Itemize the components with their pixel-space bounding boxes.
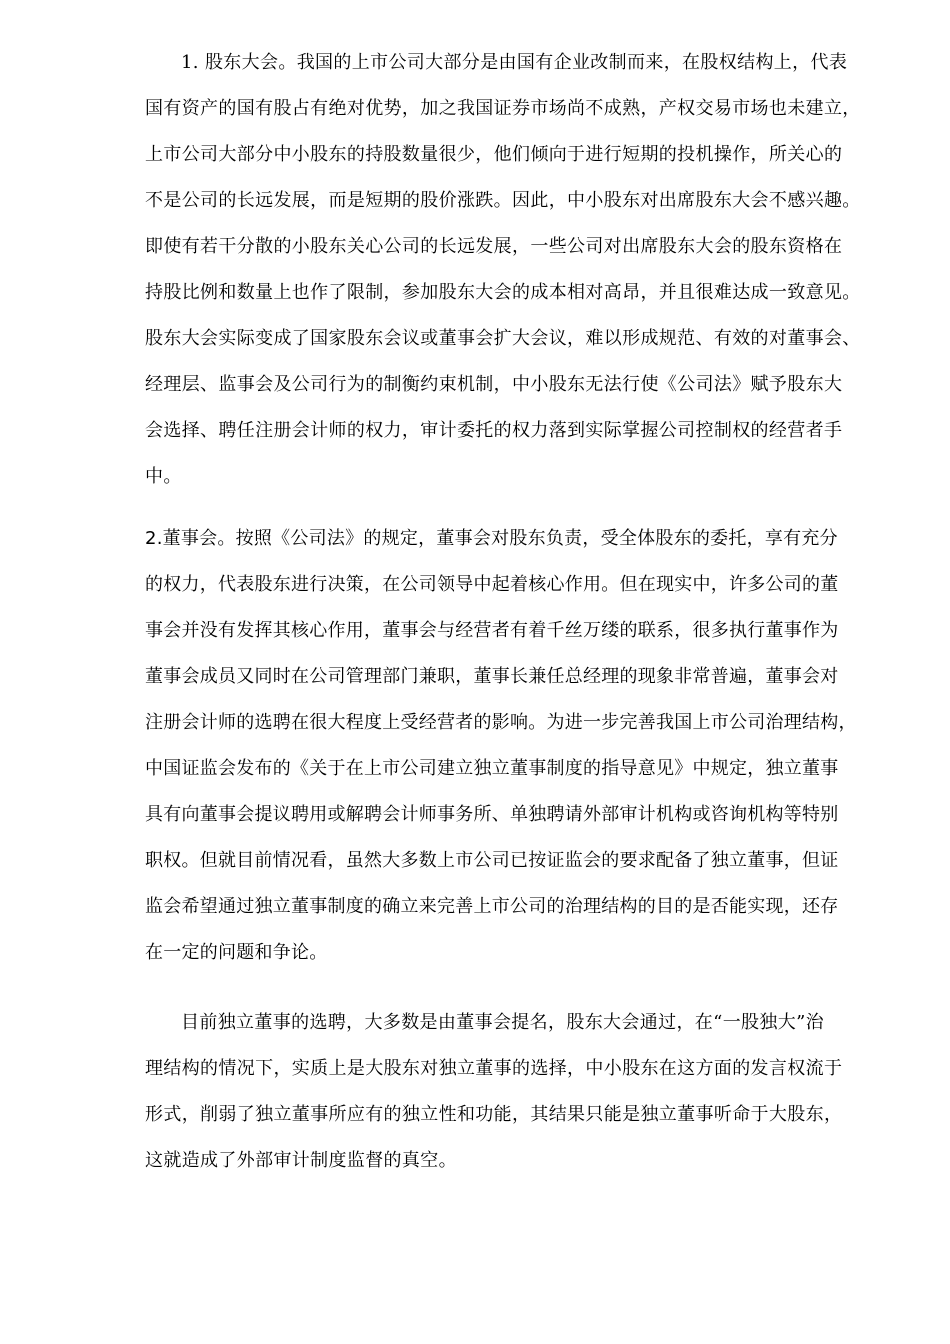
text-line: 事会并没有发挥其核心作用，董事会与经营者有着千丝万缕的联系，很多执行董事作为 [145,620,839,641]
text-line: 上市公司大部分中小股东的持股数量很少，他们倾向于进行短期的投机操作，所关心的 [145,144,843,165]
text-line: 理结构的情况下，实质上是大股东对独立董事的选择，中小股东在这方面的发言权流于 [145,1058,843,1079]
text-line: 目前独立董事的选聘，大多数是由董事会提名，股东大会通过，在“一股独大”治 [181,1012,825,1033]
paragraph-shareholders-meeting [145,40,890,500]
text-line: 这就造成了外部审计制度监督的真空。 [145,1150,457,1171]
text-line: 2.董事会。按照《公司法》的规定，董事会对股东负责，受全体股东的委托，享有充分 [145,528,838,549]
paragraph-independent-directors [145,1000,890,1184]
text-line: 在一定的问题和争论。 [145,942,328,963]
paragraph-board-of-directors [145,516,890,976]
text-line: 具有向董事会提议聘用或解聘会计师事务所、单独聘请外部审计机构或咨询机构等特别 [145,804,839,825]
text-line: 即使有若干分散的小股东关心公司的长远发展，一些公司对出席股东大会的股东资格在 [145,236,843,257]
text-line: 形式，削弱了独立董事所应有的独立性和功能，其结果只能是独立董事听命于大股东， [145,1104,843,1125]
text-line: 中。 [145,466,182,487]
text-line: 会选择、聘任注册会计师的权力，审计委托的权力落到实际掌握公司控制权的经营者手 [145,420,843,441]
text-line: 注册会计师的选聘在很大程度上受经营者的影响。为进一步完善我国上市公司治理结构， [145,712,857,733]
text-line: 监会希望通过独立董事制度的确立来完善上市公司的治理结构的目的是否能实现，还存 [145,896,839,917]
text-line: 不是公司的长远发展，而是短期的股价涨跌。因此，中小股东对出席股东大会不感兴趣。 [145,190,861,211]
text-line: 国有资产的国有股占有绝对优势，加之我国证券市场尚不成熟，产权交易市场也未建立， [145,98,861,119]
text-line: 持股比例和数量上也作了限制，参加股东大会的成本相对高昂，并且很难达成一致意见。 [145,282,861,303]
text-line: 股东大会实际变成了国家股东会议或董事会扩大会议，难以形成规范、有效的对董事会、 [145,328,861,349]
text-line: 经理层、监事会及公司行为的制衡约束机制，中小股东无法行使《公司法》赋予股东大 [145,374,843,395]
text-line: 董事会成员又同时在公司管理部门兼职，董事长兼任总经理的现象非常普遍，董事会对 [145,666,839,687]
text-line: 职权。但就目前情况看，虽然大多数上市公司已按证监会的要求配备了独立董事，但证 [145,850,839,871]
text-line: 中国证监会发布的《关于在上市公司建立独立董事制度的指导意见》中规定，独立董事 [145,758,839,779]
text-line: 1. 股东大会。我国的上市公司大部分是由国有企业改制而来，在股权结构上，代表 [181,52,848,73]
text-line: 的权力，代表股东进行决策，在公司领导中起着核心作用。但在现实中，许多公司的董 [145,574,839,595]
